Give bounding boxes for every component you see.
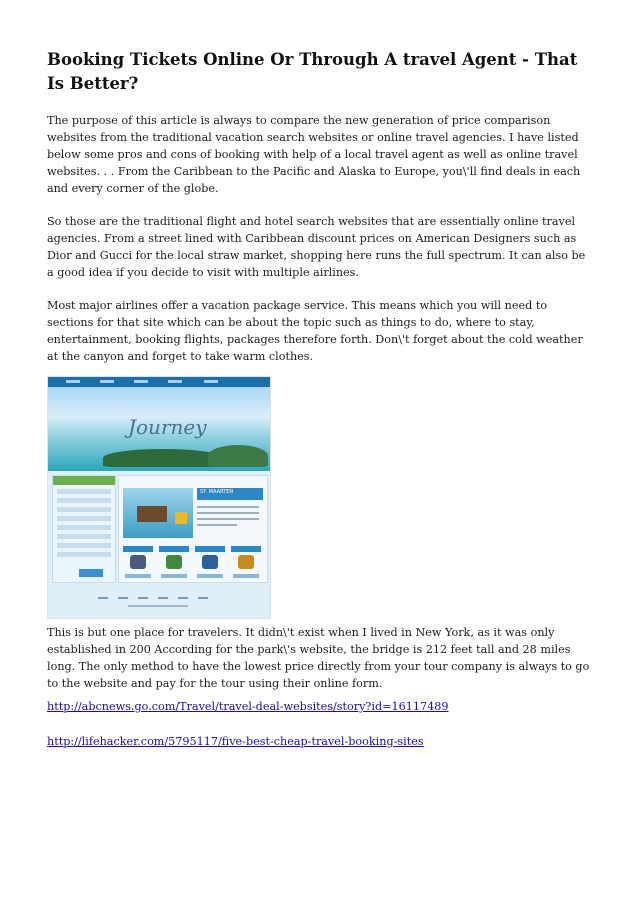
article xyxy=(47,48,595,748)
paragraph-4: This is but one place for travelers. It didn\'t exist when I lived in New York, as it was only established in 200 According for the park\'s website, the bridge is 212 feet tall and 28 miles long. The only method to have the lowest price directly from your tour company is always to go to the website and pay for the tour using their online form. xyxy=(47,626,590,690)
paragraph-1: The purpose of this article is always to compare the new generation of price comparison websites from the traditional vacation search websites or online travel agencies. I have listed below some pros and cons of booking with help of a local travel agent as well as online travel websites. . . From the Caribbean to the Pacific and Alaska to Europe, you\'ll find deals in each and every corner of the globe. xyxy=(47,114,581,195)
deals-icon xyxy=(166,555,182,569)
image-featured-photo xyxy=(123,488,193,538)
paragraph-3: Most major airlines offer a vacation package service. This means which you will need to sections for that site which can be about the topic such as things to do, where to stay, entertainment, booking flights, packages therefore forth. Don\'t forget about the cold weather at the canyon and forget to take warm clothes. xyxy=(47,299,583,363)
image-featured-panel xyxy=(118,475,268,583)
image-category-row xyxy=(123,546,263,578)
hotels-icon xyxy=(202,555,218,569)
paragraph-2: So those are the traditional flight and hotel search websites that are essentially online travel agencies. From a street lined with Caribbean discount prices on American Designers such as Dior and Gucci for the local straw market, shopping here runs the full spectrum. It can also be a good idea if you decide to visit with multiple airlines. xyxy=(47,215,586,279)
guides-icon xyxy=(238,555,254,569)
image-featured-label: ST. MAARTEN xyxy=(200,489,234,495)
image-hero-banner xyxy=(48,387,270,471)
image-logo: Journey xyxy=(128,415,207,439)
image-search-panel xyxy=(52,475,116,583)
cruise-icon xyxy=(130,555,146,569)
article-title: Booking Tickets Online Or Through A travel Agent - That Is Better? xyxy=(47,50,578,93)
image-nav-bar xyxy=(48,377,270,387)
reference-link-abcnews[interactable]: http://abcnews.go.com/Travel/travel-deal-websites/story?id=16117489 xyxy=(47,700,449,713)
reference-link-lifehacker[interactable]: http://lifehacker.com/5795117/five-best-cheap-travel-booking-sites xyxy=(47,735,424,748)
travel-website-image xyxy=(47,376,271,619)
image-footer xyxy=(48,591,270,618)
